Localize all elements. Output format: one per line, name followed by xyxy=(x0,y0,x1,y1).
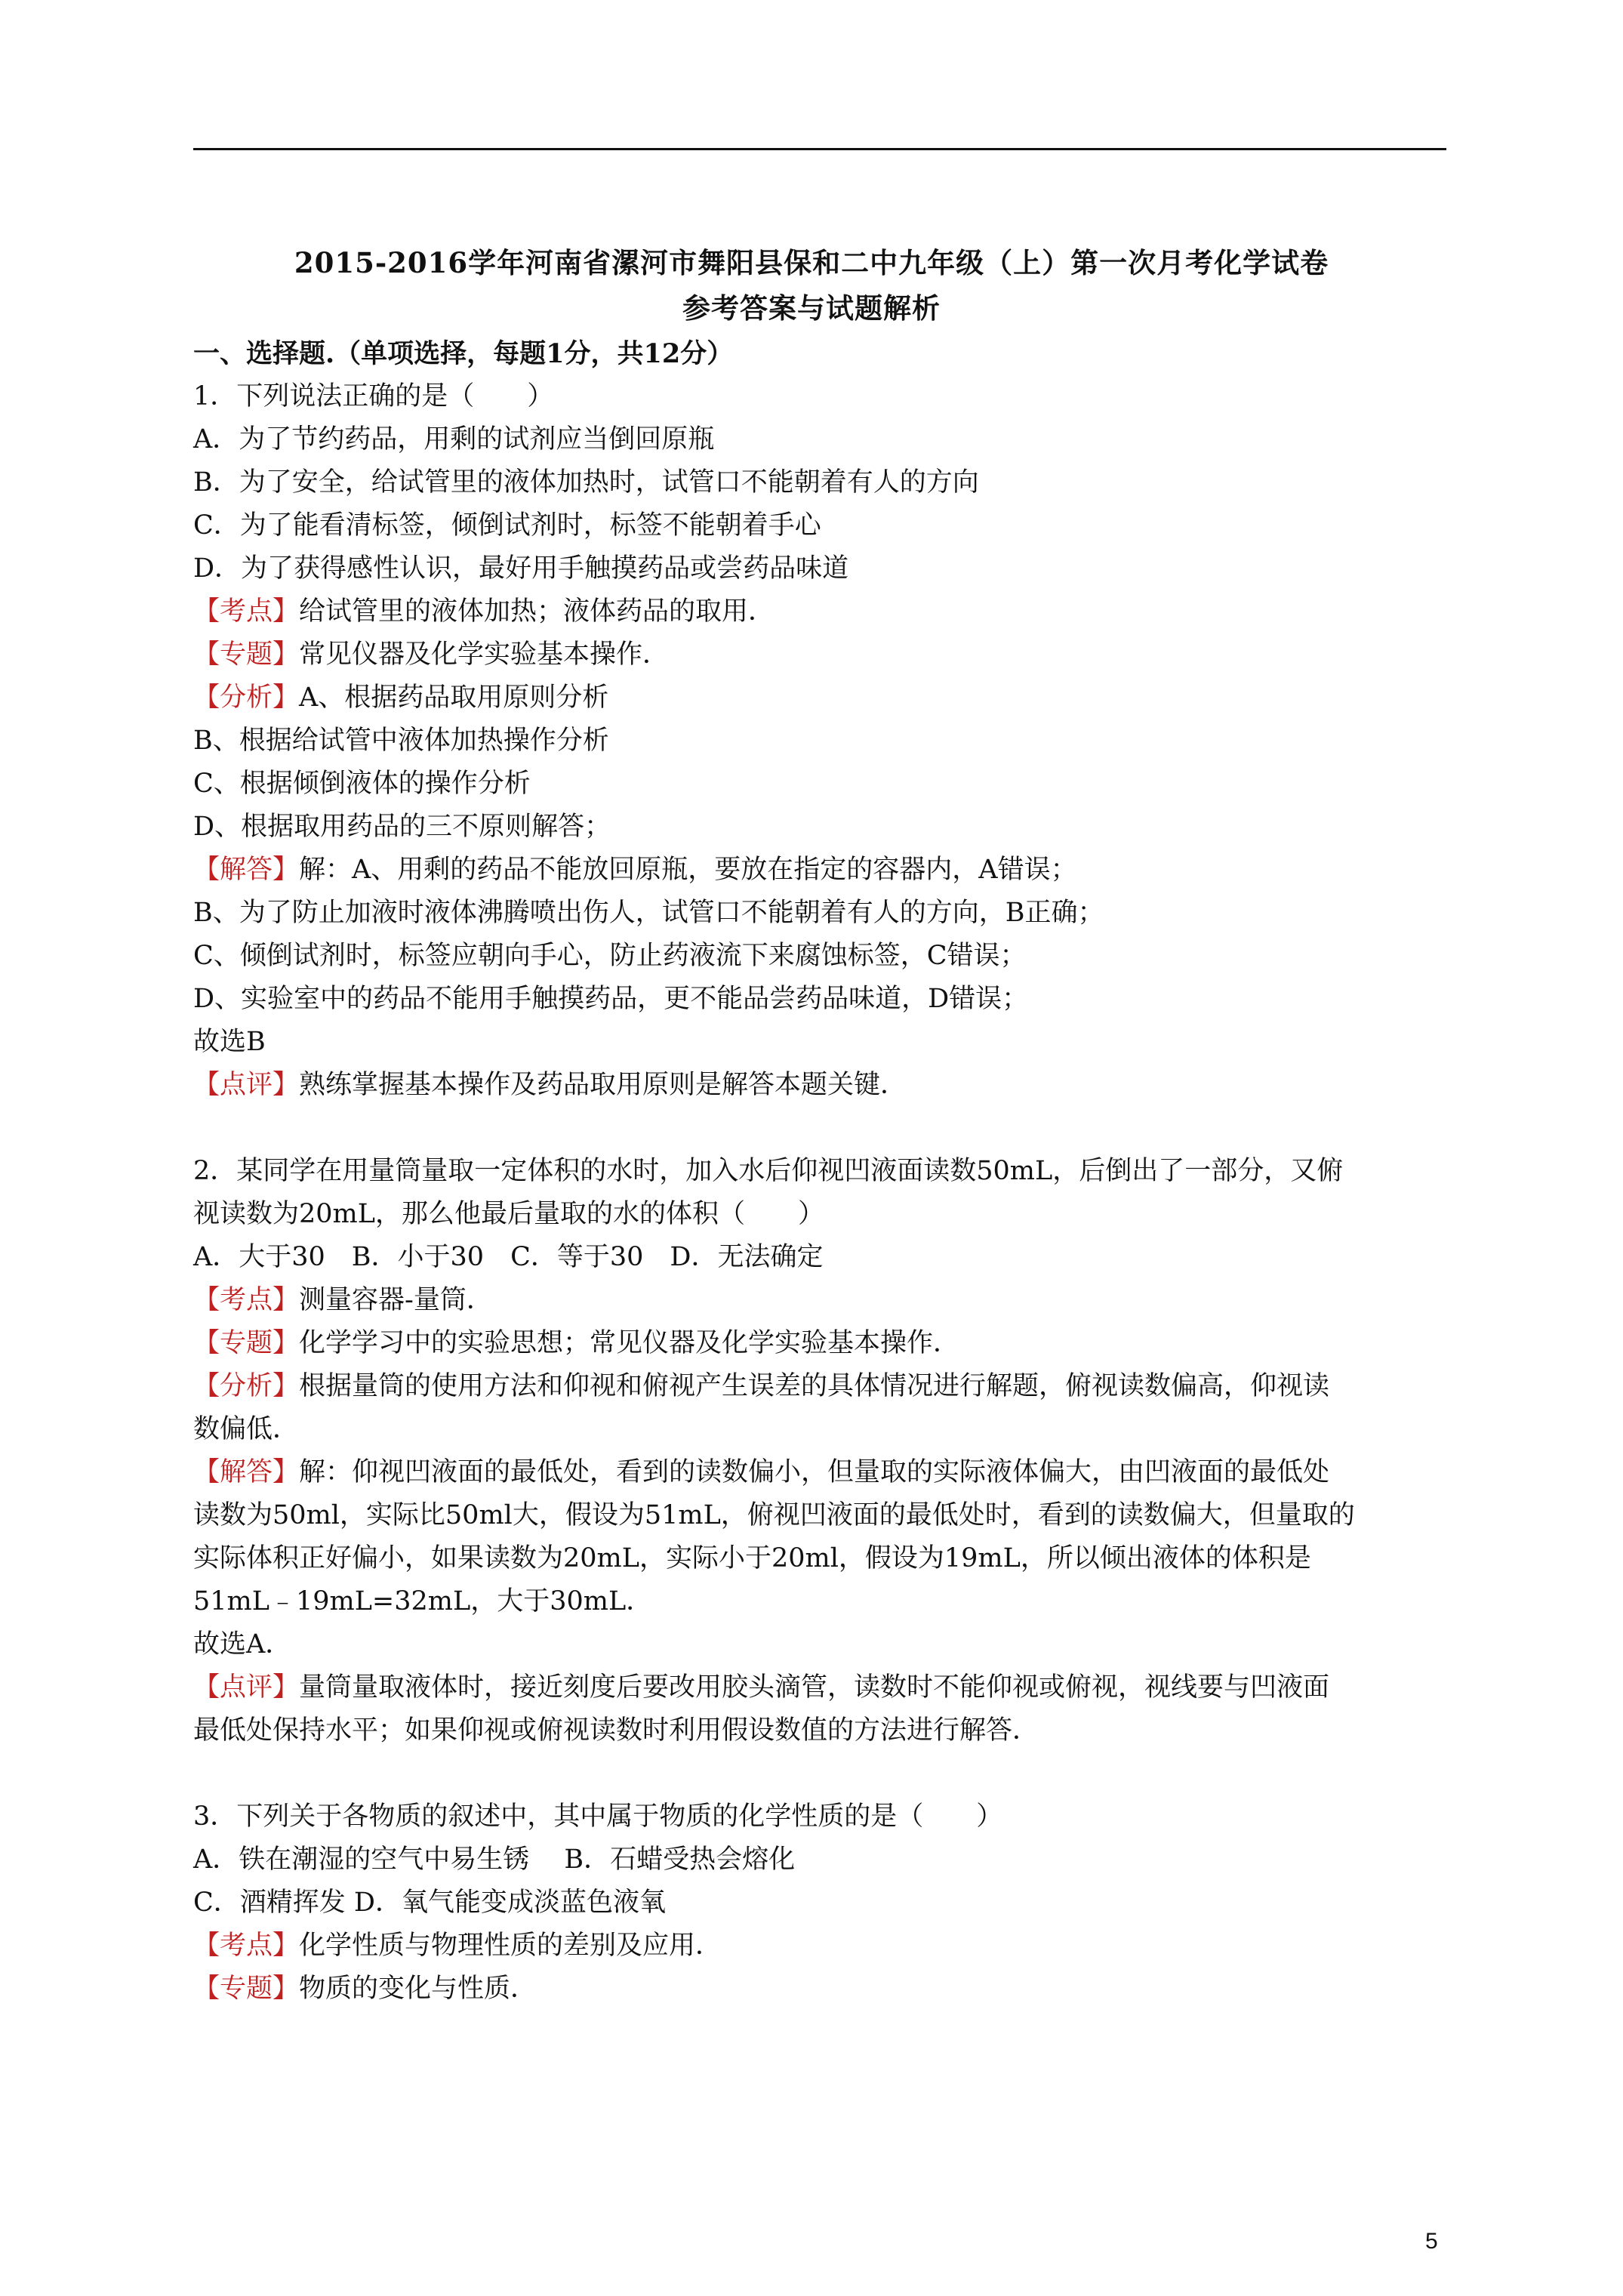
dianping-tag: 【点评】 xyxy=(193,1672,300,1703)
q3-options-ab: A．铁在潮湿的空气中易生锈 B．石蜡受热会熔化 xyxy=(193,1845,796,1875)
q2-dianping xyxy=(193,1666,1446,1709)
q2-zhuanti-text: 化学学习中的实验思想；常见仪器及化学实验基本操作． xyxy=(299,1328,960,1358)
q1-kaodian xyxy=(193,590,1446,633)
q1-fenxi xyxy=(193,676,1446,720)
kaodian-tag: 【考点】 xyxy=(193,596,300,627)
q2-fenxi-line2: 数偏低． xyxy=(193,1414,300,1444)
q1-dianping xyxy=(193,1064,1446,1107)
q2-stem-line2: 视读数为20mL，那么他最后量取的水的体积（ ） xyxy=(193,1199,824,1229)
q2-jieda-line3: 实际体积正好偏小，如果读数为20mL，实际小于20ml，假设为19mL，所以倾出液体的体积是 xyxy=(193,1543,1311,1573)
fenxi-tag: 【分析】 xyxy=(193,1371,300,1401)
spacer xyxy=(193,1107,1446,1150)
zhuanti-tag: 【专题】 xyxy=(193,1974,300,2004)
q2-jieda-line4: 51mL﹣19mL=32mL，大于30mL． xyxy=(193,1586,653,1616)
q2-kaodian xyxy=(193,1279,1446,1322)
jieda-tag: 【解答】 xyxy=(193,855,300,885)
kaodian-tag: 【考点】 xyxy=(193,1931,300,1961)
document-body xyxy=(193,332,1446,2011)
dianping-tag: 【点评】 xyxy=(193,1070,300,1100)
page-number: 5 xyxy=(1425,2229,1438,2254)
q1-option-b: B．为了安全，给试管里的液体加热时，试管口不能朝着有人的方向 xyxy=(193,467,979,498)
kaodian-tag: 【考点】 xyxy=(193,1285,300,1315)
jieda-tag: 【解答】 xyxy=(193,1457,300,1487)
q2-stem-line1: 2．某同学在用量筒量取一定体积的水时，加入水后仰视凹液面读数50mL，后倒出了一部分，又俯 xyxy=(193,1156,1344,1186)
q2-dianping-line2: 最低处保持水平；如果仰视或俯视读数时利用假设数值的方法进行解答． xyxy=(193,1715,1039,1746)
q1-dianping-text: 熟练掌握基本操作及药品取用原则是解答本题关键． xyxy=(299,1070,907,1100)
page-subtitle: 参考答案与试题解析 xyxy=(682,291,941,325)
zhuanti-tag: 【专题】 xyxy=(193,1328,300,1358)
q1-option-c: C．为了能看清标签，倾倒试剂时，标签不能朝着手心 xyxy=(193,510,821,541)
zhuanti-tag: 【专题】 xyxy=(193,639,300,670)
page-title: 2015-2016学年河南省漯河市舞阳县保和二中九年级（上）第一次月考化学试卷 xyxy=(294,246,1329,279)
q3-kaodian-text: 化学性质与物理性质的差别及应用． xyxy=(299,1931,722,1961)
q2-options: A．大于30 B．小于30 C．等于30 D．无法确定 xyxy=(193,1242,824,1272)
q1-zhuanti-text: 常见仪器及化学实验基本操作． xyxy=(299,639,670,670)
header-rule xyxy=(193,148,1446,150)
q1-fenxi-text: A、根据药品取用原则分析 xyxy=(299,683,609,713)
q2-zhuanti xyxy=(193,1322,1446,1365)
q1-kaodian-text: 给试管里的液体加热；液体药品的取用． xyxy=(299,596,775,627)
q2-kaodian-text: 测量容器-量筒． xyxy=(299,1285,493,1315)
q1-jieda-c: C、倾倒试剂时，标签应朝向手心，防止药液流下来腐蚀标签，C错误； xyxy=(193,941,1027,971)
q2-fenxi xyxy=(193,1365,1446,1408)
q1-jieda-text: 解：A、用剩的药品不能放回原瓶，要放在指定的容器内，A错误； xyxy=(299,855,1077,885)
q1-jieda xyxy=(193,849,1446,892)
q2-dianping-text: 量筒量取液体时，接近刻度后要改用胶头滴管，读数时不能仰视或俯视，视线要与凹液面 xyxy=(299,1672,1330,1703)
q2-answer: 故选A． xyxy=(193,1629,292,1660)
q2-jieda-text: 解：仰视凹液面的最低处，看到的读数偏小，但量取的实际液体偏大，由凹液面的最低处 xyxy=(299,1457,1330,1487)
q3-options-cd: C．酒精挥发 D．氧气能变成淡蓝色液氧 xyxy=(193,1888,666,1918)
q3-kaodian xyxy=(193,1925,1446,1968)
fenxi-tag: 【分析】 xyxy=(193,683,300,713)
q1-stem: 1．下列说法正确的是（ ） xyxy=(193,381,554,411)
q1-option-d: D．为了获得感性认识，最好用手触摸药品或尝药品味道 xyxy=(193,553,849,584)
q2-jieda xyxy=(193,1451,1446,1494)
q3-zhuanti xyxy=(193,1968,1446,2011)
q3-zhuanti-text: 物质的变化与性质． xyxy=(299,1974,537,2004)
spacer xyxy=(193,1752,1446,1795)
q3-stem: 3．下列关于各物质的叙述中，其中属于物质的化学性质的是（ ） xyxy=(193,1801,1003,1832)
q1-fenxi-b: B、根据给试管中液体加热操作分析 xyxy=(193,726,609,756)
q1-jieda-d: D、实验室中的药品不能用手触摸药品，更不能品尝药品味道，D错误； xyxy=(193,984,1029,1014)
q1-jieda-b: B、为了防止加液时液体沸腾喷出伤人，试管口不能朝着有人的方向，B正确； xyxy=(193,898,1104,928)
q1-answer: 故选B xyxy=(193,1027,266,1057)
q1-option-a: A．为了节约药品，用剩的试剂应当倒回原瓶 xyxy=(193,424,715,455)
q1-fenxi-d: D、根据取用药品的三不原则解答； xyxy=(193,812,611,842)
q1-zhuanti xyxy=(193,633,1446,676)
section-heading: 一、选择题.（单项选择，每题1分，共12分） xyxy=(193,338,734,369)
q1-fenxi-c: C、根据倾倒液体的操作分析 xyxy=(193,769,531,799)
q2-fenxi-text: 根据量筒的使用方法和仰视和俯视产生误差的具体情况进行解题，俯视读数偏高，仰视读 xyxy=(299,1371,1330,1401)
q2-jieda-line2: 读数为50ml，实际比50ml大，假设为51mL，俯视凹液面的最低处时，看到的读数偏大，但量取的 xyxy=(193,1500,1355,1530)
